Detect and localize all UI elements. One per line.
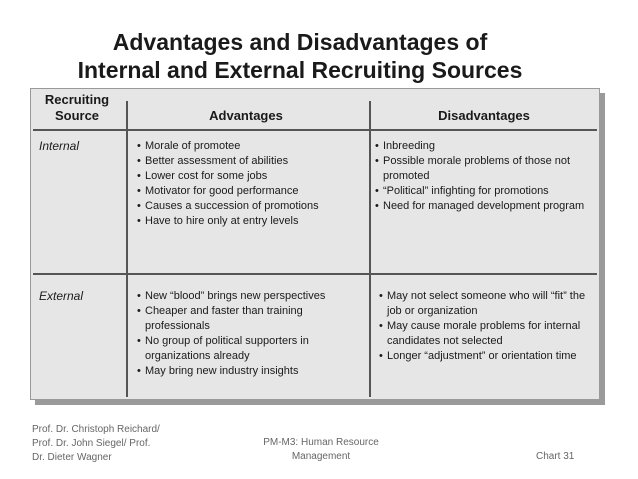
list-item: • Motivator for good performance — [137, 184, 363, 199]
header-advantages: Advantages — [209, 108, 283, 123]
header-disadvantages: Disadvantages — [438, 108, 530, 123]
list-item: • Better assessment of abilities — [137, 154, 363, 169]
list-item: • May not select someone who will “fit” the job or organization — [379, 289, 595, 319]
footer-authors-line-1: Prof. Dr. Christoph Reichard/ — [32, 424, 160, 435]
row-label-internal: Internal — [39, 139, 80, 153]
list-item: • Cheaper and faster than training professionals — [137, 304, 363, 334]
list-item: • Inbreeding — [375, 139, 593, 154]
list-item: • Causes a succession of promotions — [137, 199, 363, 214]
internal-advantages-list — [137, 139, 363, 229]
column-divider-2 — [369, 101, 371, 397]
comparison-table — [30, 88, 600, 400]
column-divider-1 — [126, 101, 128, 397]
footer-authors-line-3: Dr. Dieter Wagner — [32, 452, 112, 463]
list-item: • Morale of promotee — [137, 139, 363, 154]
list-item: • Longer “adjustment” or orientation time — [379, 349, 595, 364]
slide-title — [0, 28, 600, 84]
footer-course-line-1: PM-M3: Human Resource — [263, 437, 379, 448]
external-disadvantages-list — [379, 289, 595, 364]
footer-course-line-2: Management — [291, 451, 351, 462]
list-item: • Possible morale problems of those not promoted — [375, 154, 593, 184]
header-source-line-2: Source — [54, 108, 100, 123]
list-item: • New “blood” brings new perspectives — [137, 289, 363, 304]
title-line-2: Internal and External Recruiting Sources — [77, 57, 523, 83]
external-advantages-list — [137, 289, 363, 379]
list-item: • Need for managed development program — [375, 199, 593, 214]
title-line-1: Advantages and Disadvantages of — [112, 29, 488, 55]
list-item: • No group of political supporters in organizations already — [137, 334, 363, 364]
list-item: • Lower cost for some jobs — [137, 169, 363, 184]
footer-authors-line-2: Prof. Dr. John Siegel/ Prof. — [32, 438, 151, 449]
footer-chart-number: Chart 31 — [536, 451, 575, 462]
row-divider — [33, 273, 597, 275]
list-item: • Have to hire only at entry levels — [137, 214, 363, 229]
footer-course — [246, 436, 396, 464]
header-divider — [33, 129, 597, 131]
internal-disadvantages-list — [375, 139, 593, 214]
list-item: • “Political” infighting for promotions — [375, 184, 593, 199]
header-source-line-1: Recruiting — [44, 92, 110, 107]
row-label-external: External — [39, 289, 84, 303]
header-recruiting-source — [39, 92, 115, 124]
footer-authors — [32, 423, 182, 465]
list-item: • May bring new industry insights — [137, 364, 363, 379]
list-item: • May cause morale problems for internal candidates not selected — [379, 319, 595, 349]
